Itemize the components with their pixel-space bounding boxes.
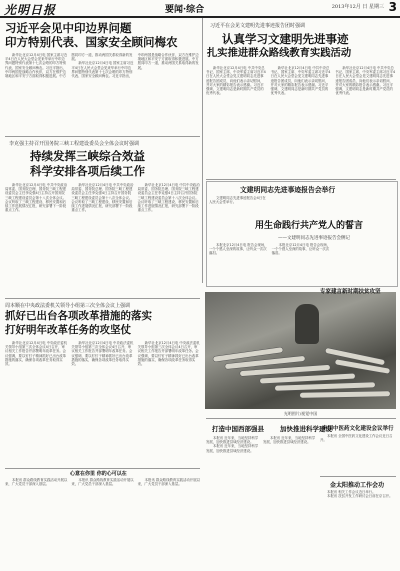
newspaper-logo: 光明日报 — [4, 3, 57, 17]
headline: 抓好已出台各项改革措施的落实 — [5, 310, 152, 322]
headline: 加快推进科学建设 — [280, 425, 332, 433]
article-body: 新华社北京12月4日电 中共中央总书记、国家主席、中央军委主席习近平4日在人民大会堂会见文建明同志先进事迹报告团成员，向他们表示亲切慰问，并对大家的精彩报告表示感谢。习近平强调，文建明同志是新时期共产党员的优秀代表。 新华社北京12月4日电 中共中央总书记、国家主席、中央军委主席习近平4日在人民大会堂会见文建明同志先进事迹报告团成员，向他们表示亲切慰问，并对大家的精彩报告表示感谢。习近平强调，文建明同志是新时期共产党员的优秀代表。 新华社北京12月4日电 中共中央总书记、国家主席、中央军委主席习近平4日在人民大会堂会见文建明同志先进事迹报告团成员，向他们表示亲切慰问，并对大家的精彩报告表示感谢。习近平强调，文建明同志是新时期共产党员的优秀代表。 — [206, 66, 396, 96]
article-body: 新华社北京12月4日电 国家主席习近平4日在人民大会堂会见来华举行中印边界问题特别代表第十七次会晤的印方特别代表、国家安全顾问梅农。习近平指出，中印两国是战略合作伙伴，双方在维护边境地区和平安宁方面取得积极进展。中方愿同印方一道，推动两国关系取得新的发展。 新华社北京12月4日电 国家主席习近平4日在人民大会堂会见来华举行中印边界问题特别代表第十七次会晤的印方特别代表、国家安全顾问梅农。习近平指出，中印两国是战略合作伙伴，双方在维护边境地区和平安宁方面取得积极进展。中方愿同印方一道，推动两国关系取得新的发展。 — [5, 53, 199, 79]
subheadline: 心意在你里 你的心可以在 — [70, 471, 127, 477]
headline: 打好明年改革任务的攻坚仗 — [5, 324, 131, 336]
masthead — [0, 0, 400, 18]
article-body: 文建明同志先进事迹报告会4日在人民大会堂举行。 — [209, 196, 266, 205]
headline: 习近平会见中印边界问题 — [5, 21, 132, 35]
article-kicker: 李克强主持召开国务院三峡工程建设委员会全体会议时强调 — [9, 141, 140, 147]
article-kicker: 周本顺在中央政法委机关领导小组第三次全体会议上强调 — [5, 303, 131, 309]
divider — [5, 136, 200, 137]
brief-title: 专家建言新时期扶贫攻坚 — [320, 289, 381, 295]
article-body: 新华社北京12月4日电 中共中央政治局常委、国务院总理、国务院三峡工程建设委员会主任李克强4日主持召开国务院三峡工程建设委员会第十八次全体会议。会议听取了三峡工程建设、移民安置和后续工作进展情况汇报，研究部署下一阶段重点工作。 新华社北京12月4日电 中共中央政治局常委、国务院总理、国务院三峡工程建设委员会主任李克强4日主持召开国务院三峡工程建设委员会第十八次全体会议。会议听取了三峡工程建设、移民安置和后续工作进展情况汇报，研究部署下一阶段重点工作。 新华社北京12月4日电 中共中央政治局常委、国务院总理、国务院三峡工程建设委员会主任李克强4日主持召开国务院三峡工程建设委员会第十八次全体会议。会议听取了三峡工程建设、移民安置和后续工作进展情况汇报，研究部署下一阶段重点工作。 — [5, 183, 200, 213]
photo-caption: 光明图片/视觉中国 — [283, 411, 318, 416]
subtitle: ——文建明同志先进事迹报告会侧记 — [278, 236, 350, 241]
news-photo — [205, 292, 396, 409]
divider — [5, 468, 200, 469]
divider — [206, 418, 396, 419]
headline: 科学安排各项后续工作 — [30, 164, 145, 178]
headline: 用生命践行共产党人的誓言 — [255, 221, 364, 231]
headline: 印方特别代表、国家安全顾问梅农 — [5, 35, 178, 49]
brief-body: 本报讯 相关工作会议近日举行。 本报讯 扶贫开发工作研讨会日前在京召开。 — [327, 490, 393, 499]
article-body: 本报北京12月4日电 报告会现场，一个个感人至深的故事，让听众一次次落泪。 本报北京12月4日电 报告会现场，一个个感人至深的故事，让听众一次次落泪。 — [209, 243, 331, 256]
brief-title: 金太阳推动工作会功 — [330, 482, 385, 489]
headline: 持续发挥三峡综合效益 — [30, 149, 145, 163]
issue-date: 2013年12月 日 星期三 — [331, 4, 384, 10]
article-body: 新华社北京12月4日电 中央政法委机关领导小组第三次全体会议4日召开，审议相关工作报告并部署明年改革任务。会议强调，要以钉钉子精神抓好已出台改革措施的落实，确保各项改革任务取得实效。 新华社北京12月4日电 中央政法委机关领导小组第三次全体会议4日召开，审议相关工作报告并部署明年改革任务。会议强调，要以钉钉子精神抓好已出台改革措施的落实，确保各项改革任务取得实效。 新华社北京12月4日电 中央政法委机关领导小组第三次全体会议4日召开，审议相关工作报告并部署明年改革任务。会议强调，要以钉钉子精神抓好已出台改革措施的落实，确保各项改革任务取得实效。 — [5, 341, 200, 367]
brief-title: 全国中医药文化建设会议举行 — [322, 426, 394, 432]
headline: 扎实推进群众路线教育实践活动 — [207, 47, 352, 59]
divider — [5, 298, 200, 299]
person-figure — [295, 304, 319, 344]
headline: 文建明同志先进事迹报告会举行 — [240, 186, 336, 194]
article-body: 本报讯 近年来，当地坚持科学发展，加快推进县域经济建设。 本报讯 近年来，当地坚持科学发展，加快推进县域经济建设。 本报讯 近年来，当地坚持科学发展，加快推进县域经济建设。 — [206, 436, 316, 453]
article-kicker: 习近平在会见文建明先进事迹报告团时强调 — [210, 23, 306, 29]
column-divider — [202, 18, 203, 283]
headline: 认真学习文建明先进事迹 — [222, 32, 349, 46]
divider — [206, 179, 396, 180]
page-number: 3 — [388, 0, 397, 14]
article-body: 本报讯 群众路线教育实践活动开展以来，广大党员干部深入基层。 本报讯 群众路线教育实践活动开展以来，广大党员干部深入基层。 本报讯 群众路线教育实践活动开展以来，广大党员干部深入基层。 — [5, 478, 200, 487]
section-title: 要闻·综合 — [165, 5, 205, 15]
brief-body: 本报讯 全国中医药文化建设工作会议近日召开。 — [320, 434, 393, 443]
headline: 打造中国西部强县 — [212, 425, 264, 433]
divider — [320, 476, 396, 477]
